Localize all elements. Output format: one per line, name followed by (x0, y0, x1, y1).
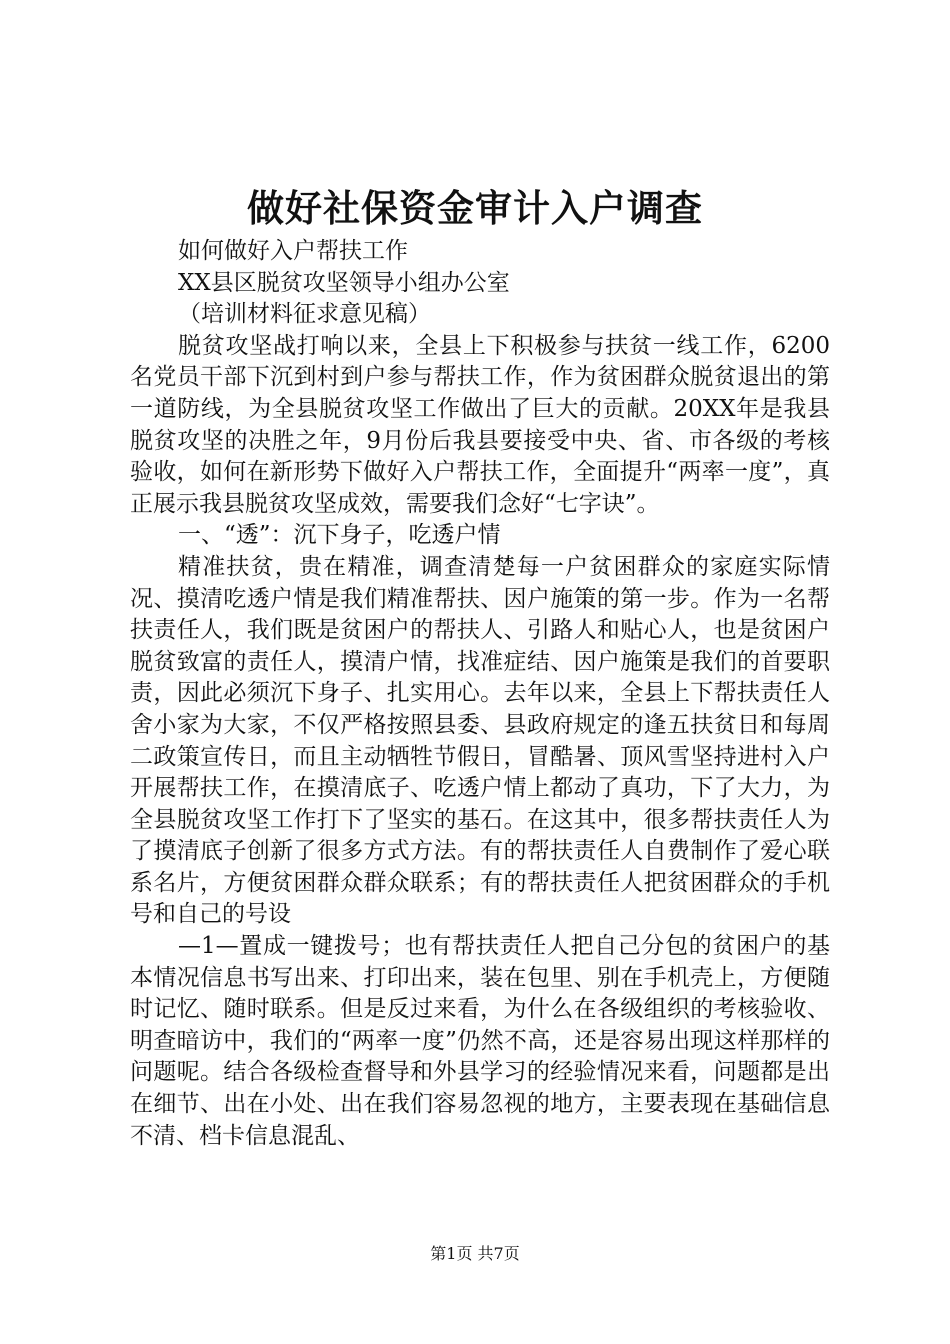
subtitle-line: 如何做好入户帮扶工作 (178, 238, 408, 264)
paragraph-body: 精准扶贫，贵在精准，调查清楚每一户贫困群众的家庭实际情况、摸清吃透户情是我们精准帮扶、因户施策的第一步。作为一名帮扶责任人，我们既是贫困户的帮扶人、引路人和贴心人，也是贫困户脱贫致富的责任人，摸清户情，找准症结、因户施策是我们的首要职责，因此必须沉下身子、扎实用心。去年以来，全县上下帮扶责任人舍小家为大家，不仅严格按照县委、县政府规定的逢五扶贫日和每周二政策宣传日，而且主动牺牲节假日，冒酷暑、顶风雪坚持进村入户开展帮扶工作，在摸清底子、吃透户情上都动了真功，下了大力，为全县脱贫攻坚工作打下了坚实的基石。在这其中，很多帮扶责任人为了摸清底子创新了很多方式方法。有的帮扶责任人自费制作了爱心联系名片，方便贫困群众群众联系；有的帮扶责任人把贫困群众的手机号和自己的号设 (130, 553, 830, 928)
document-title: 做好社保资金审计入户调查 (247, 186, 703, 230)
page-footer: 第1页 共7页 (430, 1244, 520, 1263)
paragraph-continued: —1—置成一键拨号；也有帮扶责任人把自己分包的贫困户的基本情况信息书写出来、打印出来，装在包里、别在手机壳上，方便随时记忆、随时联系。但是反过来看，为什么在各级组织的考核验收、明查暗访中，我们的“两率一度”仍然不高，还是容易出现这样那样的问题呢。结合各级检查督导和外县学习的经验情况来看，问题都是出在细节、出在小处、出在我们容易忽视的地方，主要表现在基础信息不清、档卡信息混乱、 (130, 933, 830, 1149)
section-heading: 一、“透”：沉下身子，吃透户情 (178, 522, 501, 549)
draft-note: （培训材料征求意见稿） (178, 301, 431, 328)
document-body (130, 236, 830, 1152)
paragraph-intro: 脱贫攻坚战打响以来，全县上下积极参与扶贫一线工作，6200名党员干部下沉到村到户参与帮扶工作，作为贫困群众脱贫退出的第一道防线，为全县脱贫攻坚工作做出了巨大的贡献。20XX年是我县脱贫攻坚的决胜之年，9月份后我县要接受中央、省、市各级的考核验收，如何在新形势下做好入户帮扶工作，全面提升“两率一度”，真正展示我县脱贫攻坚成效，需要我们念好“七字诀”。 (130, 332, 830, 517)
author-line: XX县区脱贫攻坚领导小组办公室 (178, 269, 510, 296)
